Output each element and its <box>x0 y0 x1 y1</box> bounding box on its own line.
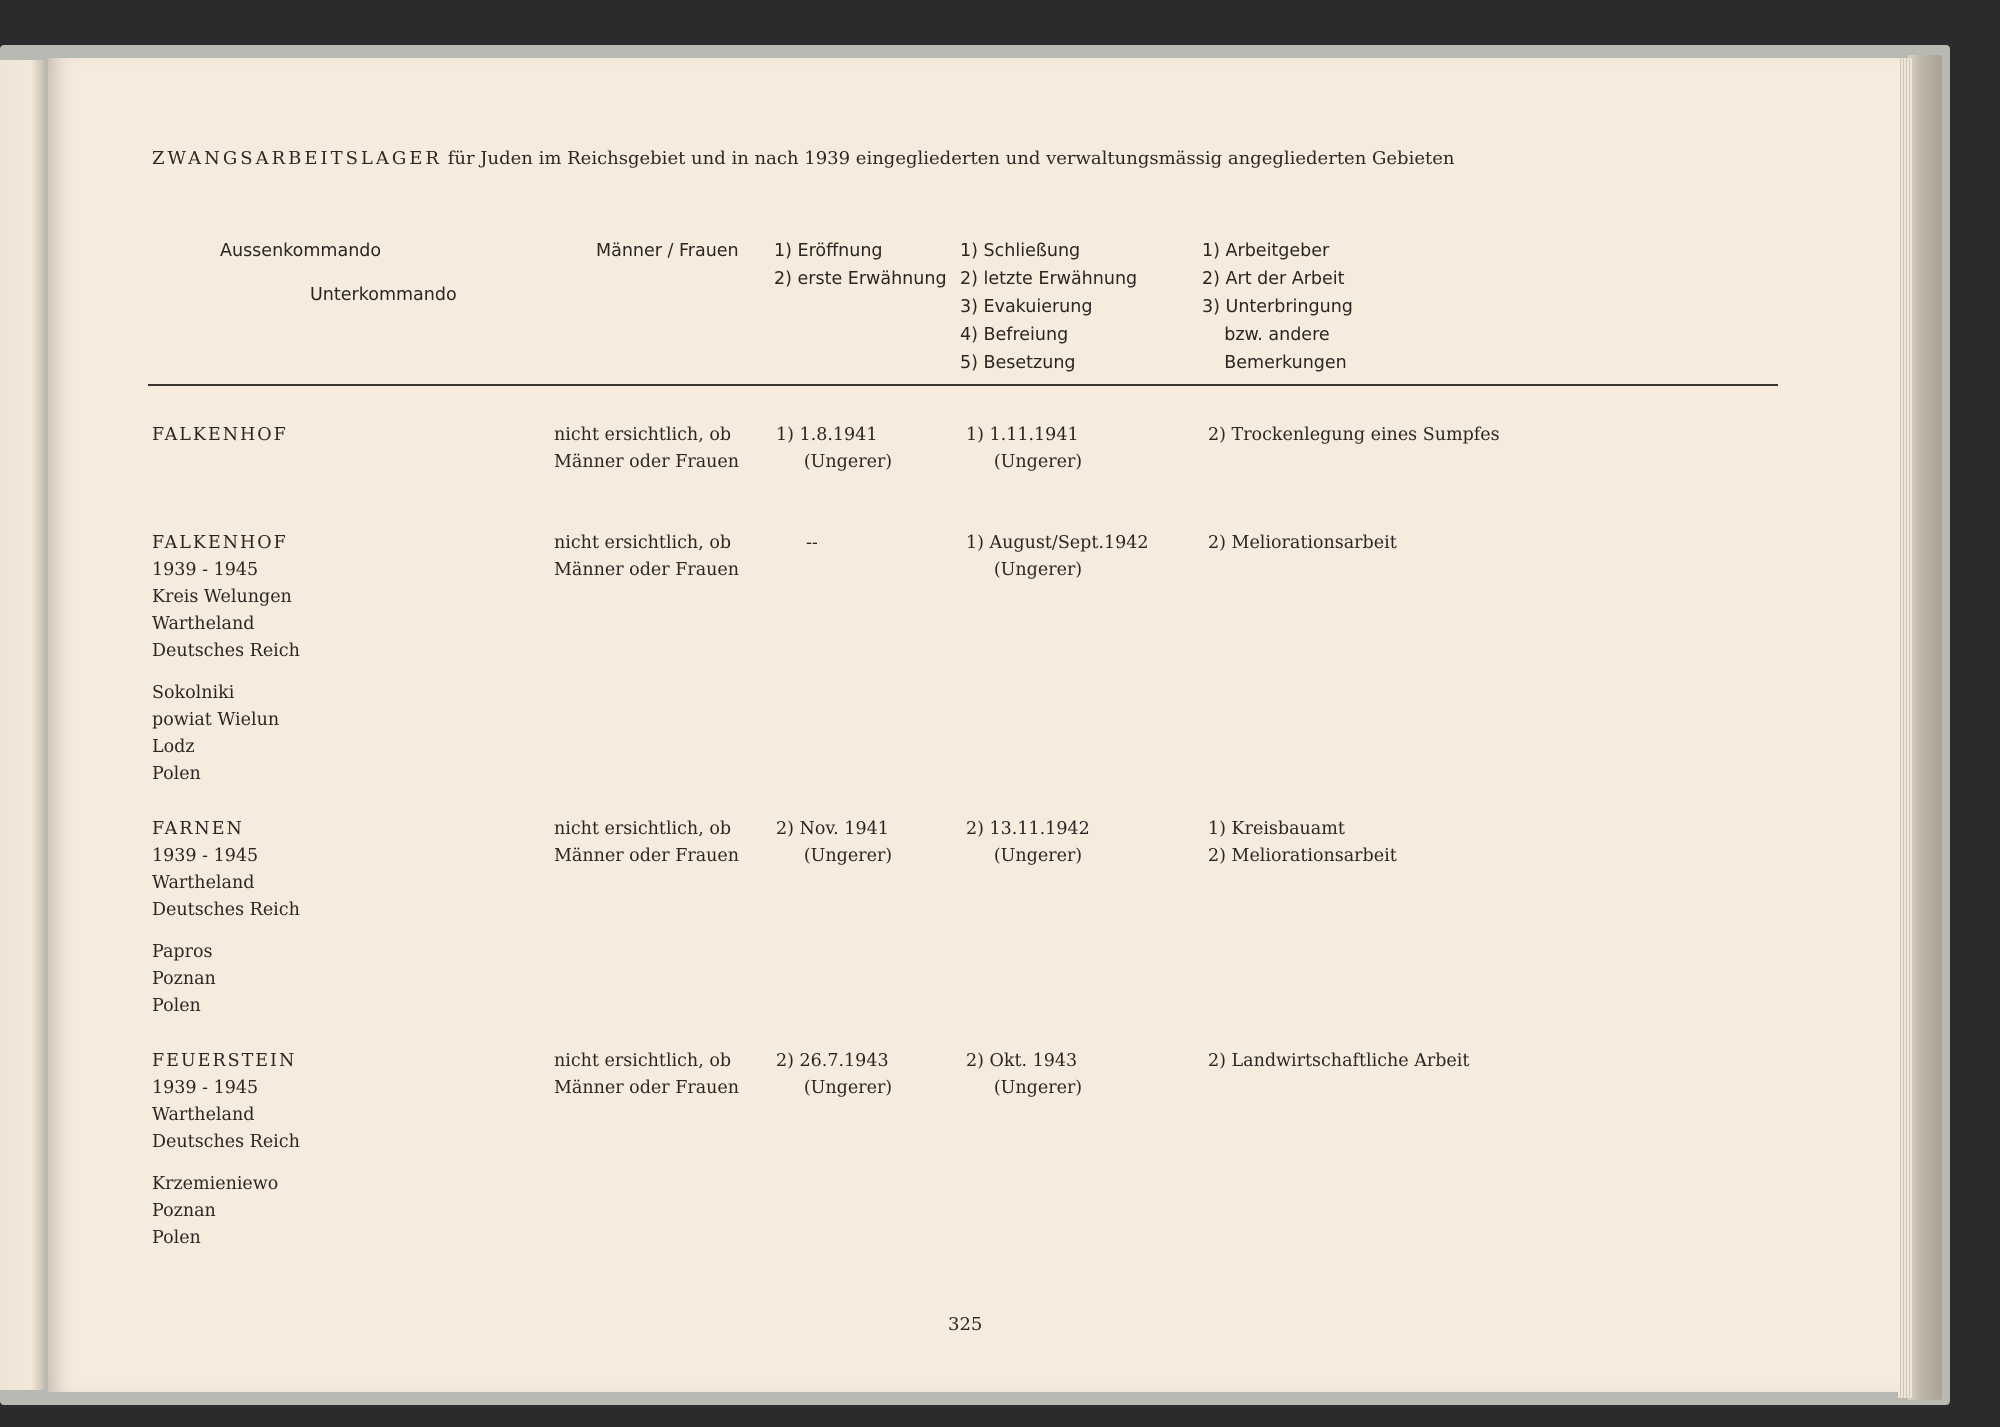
entry-place: FALKENHOF <box>152 425 288 445</box>
header-aussenkommando: Aussenkommando <box>220 241 382 261</box>
entry-sub: Papros Poznan Polen <box>152 942 216 1016</box>
entry-gender: nicht ersichtlich, ob Männer oder Frauen <box>554 425 740 472</box>
page-number: 325 <box>948 1314 983 1335</box>
header-unterkommando: Unterkommando <box>310 285 457 305</box>
entry-open: 2) 26.7.1943 (Ungerer) <box>776 1051 893 1098</box>
title-rest: für Juden im Reichsgebiet und in nach 1939 eingegliederten und verwaltungsmässig angegliederten Gebieten <box>441 148 1455 169</box>
entry-gender: nicht ersichtlich, ob Männer oder Frauen <box>554 533 740 580</box>
entry-close: 1) 1.11.1941 (Ungerer) <box>966 425 1083 472</box>
entry-work: 2) Meliorationsarbeit <box>1208 533 1397 553</box>
entry-work: 2) Trockenlegung eines Sumpfes <box>1208 425 1500 445</box>
entry-open: 1) 1.8.1941 (Ungerer) <box>776 425 893 472</box>
header-maenner-frauen: Männer / Frauen <box>596 241 739 261</box>
entry-sub: Krzemieniewo Poznan Polen <box>152 1174 279 1248</box>
entry-place: FEUERSTEIN <box>152 1051 297 1071</box>
header-eroeffnung: 1) Eröffnung 2) erste Erwähnung <box>774 241 947 289</box>
header-schliessung: 1) Schließung 2) letzte Erwähnung 3) Evakuierung 4) Befreiung 5) Besetzung <box>960 241 1138 373</box>
page-title <box>152 148 1454 169</box>
entry-sub: Sokolniki powiat Wielun Lodz Polen <box>152 683 280 784</box>
entry-gender: nicht ersichtlich, ob Männer oder Frauen <box>554 819 740 866</box>
header-rule <box>148 384 1778 386</box>
entry-gender: nicht ersichtlich, ob Männer oder Frauen <box>554 1051 740 1098</box>
entry-close: 1) August/Sept.1942 (Ungerer) <box>966 533 1149 580</box>
entry-close: 2) Okt. 1943 (Ungerer) <box>966 1051 1083 1098</box>
title-lead: ZWANGSARBEITSLAGER <box>152 148 442 169</box>
book-page <box>48 58 1900 1392</box>
entry-open: 2) Nov. 1941 (Ungerer) <box>776 819 893 866</box>
header-arbeitgeber: 1) Arbeitgeber 2) Art der Arbeit 3) Unterbringung bzw. andere Bemerkungen <box>1202 241 1353 373</box>
entry-close: 2) 13.11.1942 (Ungerer) <box>966 819 1090 866</box>
left-page-edge <box>0 60 44 1390</box>
entry-open: -- <box>806 533 818 553</box>
entry-details: 1939 - 1945 Wartheland Deutsches Reich <box>152 1078 300 1152</box>
entry-work: 2) Landwirtschaftliche Arbeit <box>1208 1051 1470 1071</box>
entry-details: 1939 - 1945 Kreis Welungen Wartheland Deutsches Reich <box>152 560 300 661</box>
page-stack <box>1898 58 1912 1398</box>
entry-work: 1) Kreisbauamt 2) Meliorationsarbeit <box>1208 819 1397 866</box>
cover-edge <box>1908 55 1942 1400</box>
entry-place: FALKENHOF <box>152 533 288 553</box>
entry-place: FARNEN <box>152 819 244 839</box>
entry-details: 1939 - 1945 Wartheland Deutsches Reich <box>152 846 300 920</box>
